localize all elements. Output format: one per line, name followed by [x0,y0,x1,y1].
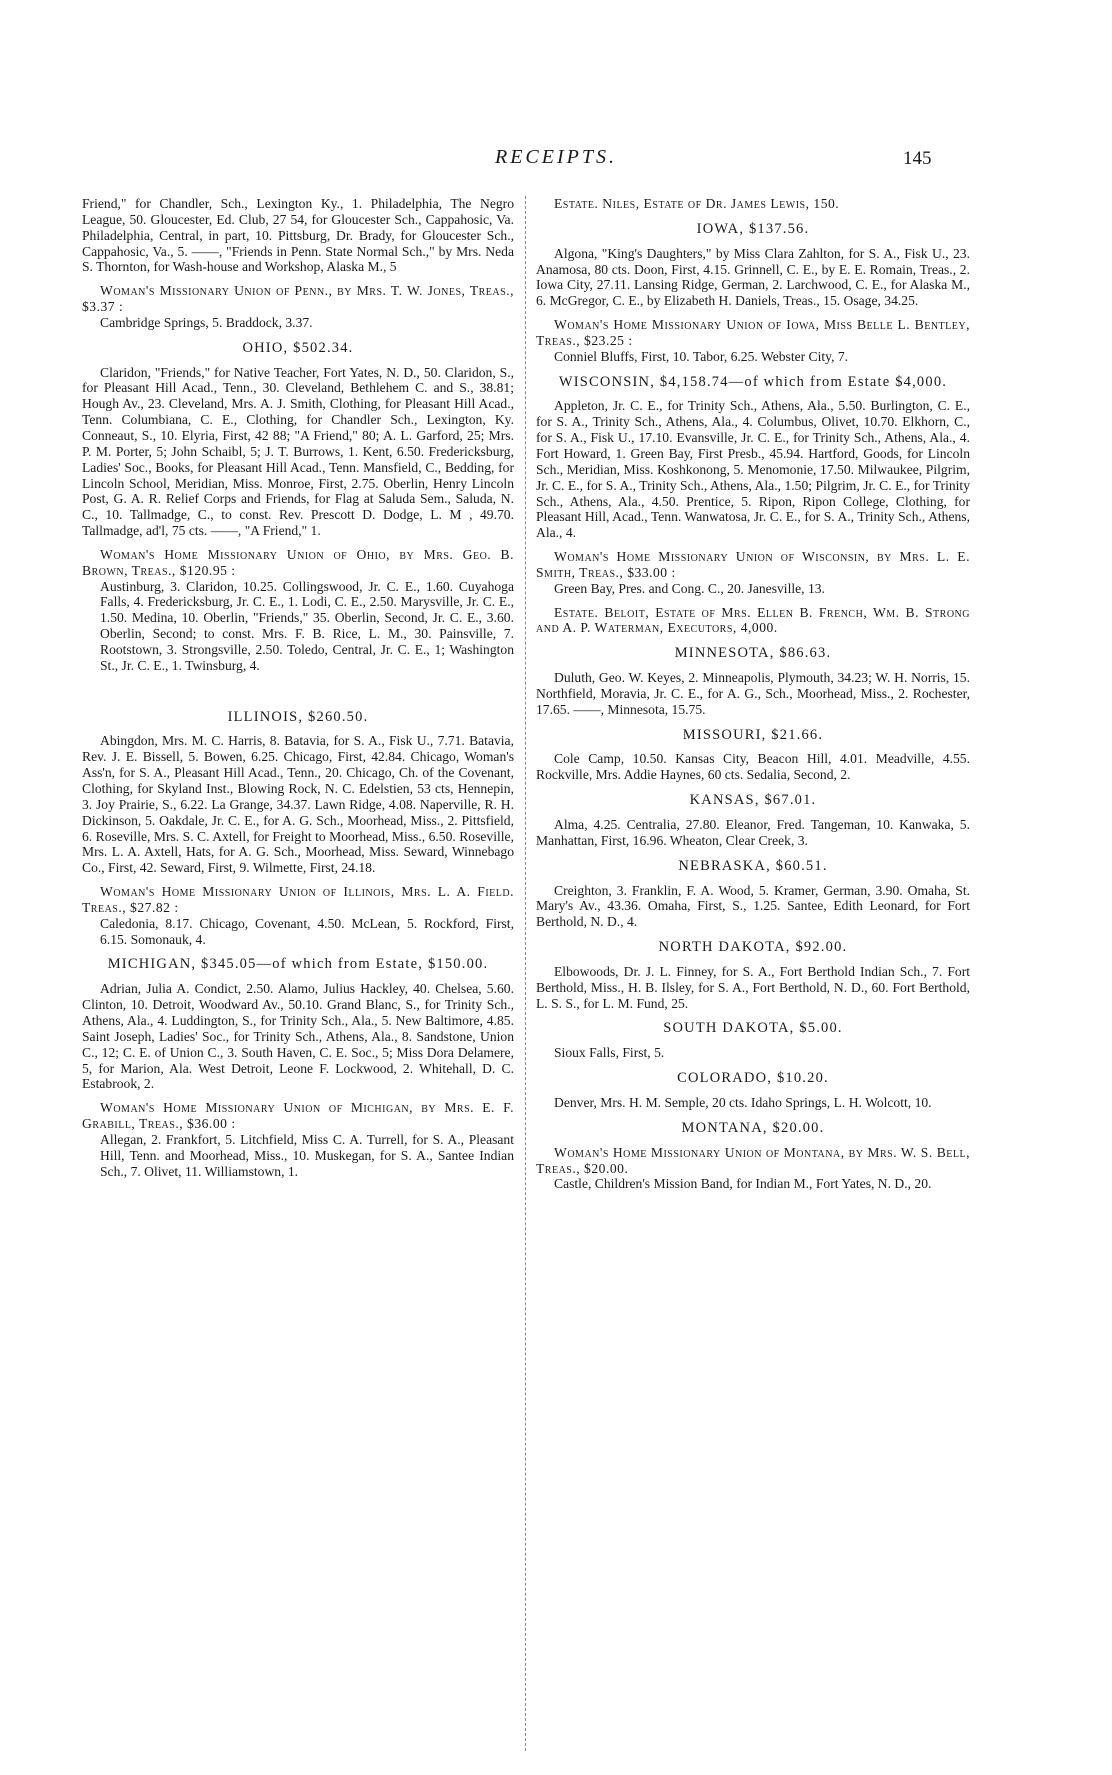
kansas-entries: Alma, 4.25. Centralia, 27.80. Eleanor, Fred. Tangeman, 10. Kanwaka, 5. Manhattan, First, 16.96. Wheaton, Clear Creek, 3. [536,817,970,848]
iowa-union-entry: Woman's Home Missionary Union of Iowa, Miss Belle L. Bentley, Treas., $23.25 : [536,317,970,348]
missouri-heading: MISSOURI, $21.66. [682,726,824,743]
montana-union-entry: Woman's Home Missionary Union of Montana, by Mrs. W. S. Bell, Treas., $20.00. [536,1144,970,1176]
wisconsin-union-entry: Woman's Home Missionary Union of Wisconsin, by Mrs. L. E. Smith, Treas., $33.00 : [536,549,970,580]
north-dakota-entries: Elbowoods, Dr. J. L. Finney, for S. A., Fort Berthold Indian Sch., 7. Fort Berthold, Miss., H. B. Ilsley, for S. A., Fort Berthold, N. D., 60. Fort Berthold, L. S. S., for L. M. Fund, 25. [536,963,970,1011]
iowa-entries: Algona, "King's Daughters," by Miss Clara Zahlton, for S. A., Fisk U., 23. Anamosa, 80 cts. Doon, First, 4.15. Grinnell, C. E., by E. E. Romain, Treas., 2. Iowa City, 27.11. Lansing Ridge, German, 2. Larchwood, C. E., for Alaska M., 6. McGregor, C. E., by Elizabeth H. Daniels, Treas., 15. Osage, 34.25. [536,245,970,309]
wisconsin-union-items: Green Bay, Pres. and Cong. C., 20. Janesville, 13. [554,580,825,596]
missouri-entries: Cole Camp, 10.50. Kansas City, Beacon Hill, 4.01. Meadville, 4.55. Rockville, Mrs. Addie Haynes, 60 cts. Sedalia, Second, 2. [536,751,970,783]
beloit-estate-entry: Estate. Beloit, Estate of Mrs. Ellen B. French, Wm. B. Strong and A. P. Waterman, Executors, 4,000. [536,604,970,636]
michigan-entries: Adrian, Julia A. Condict, 2.50. Alamo, Julius Hackley, 40. Chelsea, 5.60. Clinton, 10. Detroit, Woodward Av., 50.10. Grand Blanc, S., for Trinity Sch., Athens, Ala., 4. Luddington, S., for Trinity Sch., Ala., 5. New Baltimore, 4.85. Saint Joseph, Ladies' Soc., for Trinity Sch., Athens, Ala., 8. Sandstone, Union C., 12; C. E. of Union C., 3. South Haven, C. E. Soc., 5; Miss Dora Delamere, 5, for Marion, Ala. West Detroit, Leone F. Lockwood, 2. Whitehall, D. C. Estabrook, 2. [82,981,514,1092]
north-dakota-heading: NORTH DAKOTA, $92.00. [658,939,848,956]
nebraska-entries: Creighton, 3. Franklin, F. A. Wood, 5. Kramer, German, 3.90. Omaha, St. Mary's Av., 43.36. Omaha, First, S., 1.25. Santee, Edith Leonard, for Fort Berthold, N. D., 4. [536,882,970,930]
ohio-union-entry: Woman's Home Missionary Union of Ohio, by Mrs. Geo. B. Brown, Treas., $120.95 : [82,546,514,578]
page-number: 145 [903,148,932,169]
south-dakota-entries: Sioux Falls, First, 5. [554,1045,665,1061]
minnesota-heading: MINNESOTA, $86.63. [674,645,832,662]
column-divider [525,196,526,1751]
michigan-union-items: Allegan, 2. Frankfort, 5. Litchfield, Miss C. A. Turrell, for S. A., Pleasant Hill, Tenn. and Moorhead, Miss., 10. Muskegan, for S. A., Santee Indian Sch., 7. Olivet, 11. Williamstown, 1. [100,1131,514,1179]
iowa-union-items: Conniel Bluffs, First, 10. Tabor, 6.25. Webster City, 7. [554,348,849,364]
illinois-heading: ILLINOIS, $260.50. [227,708,369,725]
ohio-heading: OHIO, $502.34. [242,339,354,356]
ohio-entries: Claridon, "Friends," for Native Teacher, Fort Yates, N. D., 50. Claridon, S., for Pleasant Hill Acad., Tenn., 30. Cleveland, Bethlehem C. and S., 38.81; Hough Av., 23. Cleveland, Mrs. A. J. Smith, Clothing, for Pleasant Hill Acad., Tenn. Columbiana, C. E., Clothing, for Chandler Sch., Lexington, Ky. Conneaut, S., 10. Elyria, First, 42 88; "A Friend," 80; A. L. Garford, 25; Mrs. P. M. Porter, 5; John Schaibl, 5; J. T. Burrows, 1. Kent, 6.50. Fredericksburg, Ladies' Soc., Books, for Pleasant Hill Acad., Tenn. Mansfield, C., Bedding, for Lincoln School, Meridian, Miss. Monroe, First, 2.75. Oberlin, Henry Lincoln Post, G. A. R. Relief Corps and Friends, for Flag at Saluda Sem., Saluda, N. C., 10. Tallmadge, C., to const. Rev. Prescott D. Dodge, L. M , 49.70. Tallmadge, ad'l, 75 cts. ——, "A Friend," 1. [82,364,514,539]
kansas-heading: KANSAS, $67.01. [689,792,817,809]
illinois-entries: Abingdon, Mrs. M. C. Harris, 8. Batavia, for S. A., Fisk U., 7.71. Batavia, Rev. J. E. Bissell, 5. Bowen, 6.25. Chicago, First, 42.84. Chicago, Woman's Ass'n, for S. A., Pleasant Hill Acad., Tenn., 20. Chicago, Ch. of the Covenant, Clothing, for Skyland Inst., Blowing Rock, N. C. Edelstien, 53 cts, Hennepin, 3. Joy Prairie, S., 6.22. La Grange, 34.37. Lawn Ridge, 4.08. Naperville, R. H. Dickinson, 5. Oakdale, Jr. C. E., for A. G. Sch., Moorhead, Miss., 2. Pittsfield, 6. Roseville, Mrs. S. C. Axtell, for Freight to Moorhead, Miss., 6.50. Roseville, Mrs. L. A. Axtell, Hats, for A. G. Sch., Moorhead, Miss. Seward, Winnebago Co., First, 42. Seward, First, 9. Wilmette, First, 24.18. [82,733,514,876]
penn-union-entry: Woman's Missionary Union of Penn., by Mrs. T. W. Jones, Treas., $3.37 : [82,283,514,315]
south-dakota-heading: SOUTH DAKOTA, $5.00. [663,1020,843,1037]
illinois-union-entry: Woman's Home Missionary Union of Illinois, Mrs. L. A. Field. Treas., $27.82 : [82,884,514,915]
wisconsin-entries: Appleton, Jr. C. E., for Trinity Sch., Athens, Ala., 5.50. Burlington, C. E., for S. A., Trinity Sch., Athens, Ala., 4. Columbus, Olivet, 10.70. Elkhorn, C., for S. A., Fisk U., 17.10. Evansville, Jr. C. E., for Trinity Sch., Athens, Ala., 4. Fort Howard, 1. Green Bay, First Presb., 45.94. Hartford, Goods, for Lincoln Sch., Meridian, Miss. Koshkonong, 5. Menomonie, 17.50. Milwaukee, Pilgrim, Jr. C. E., for S. A., Trinity Sch., Athens, Ala., 1.50; Pilgrim, Jr. C. E., for Trinity Sch., Athens, Ala., 4.50. Prentice, 5. Ripon, Ripon College, Clothing, for Pleasant Hill, Acad., Tenn. Wanwatosa, Jr. C. E., for S. A., Trinity Sch., Athens, Ala., 4. [536,398,970,541]
michigan-union-entry: Woman's Home Missionary Union of Michigan, by Mrs. E. F. Grabill, Treas., $36.00 : [82,1100,514,1132]
colorado-heading: COLORADO, $10.20. [677,1070,829,1087]
montana-heading: MONTANA, $20.00. [681,1119,825,1136]
ohio-union-items: Austinburg, 3. Claridon, 10.25. Collingswood, Jr. C. E., 1.60. Cuyahoga Falls, 4. Fredericksburg, Jr. C. E., 1. Lodi, C. E., 2.50. Marysville, Jr. C. E., 1.50. Medina, 10. Oberlin, "Friends," 35. Oberlin, Second, Jr. C. E., 3.60. Oberlin, Second; to const. Mrs. F. B. Rice, L. M., 30. Painsville, 7. Rootstown, 3. Strongsville, 2.50. Toledo, Central, Jr. C. E., 1; Washington St., Jr. C. E., 1. Twinsburg, 4. [100,578,514,673]
michigan-heading: MICHIGAN, $345.05—of which from Estate, $150.00. [107,956,489,973]
running-title: RECEIPTS. [495,146,617,168]
pennsylvania-continued: Friend," for Chandler, Sch., Lexington Ky., 1. Philadelphia, The Negro League, 50. Gloucester, Ed. Club, 27 54, for Gloucester Sch., Cappahosic, Va. Philadelphia, Central, in part, 10. Pittsburg, Dr. Brady, for Gloucester Sch., Cappahosic, Va., 5. ——, "Friends in Penn. State Normal Sch.," by Mrs. Neda S. Thornton, for Wash-house and Workshop, Alaska M., 5 [82,196,514,275]
left-column [82,196,514,1179]
illinois-union-items: Caledonia, 8.17. Chicago, Covenant, 4.50. McLean, 5. Rockford, First, 6.15. Somonauk, 4. [100,915,514,947]
minnesota-entries: Duluth, Geo. W. Keyes, 2. Minneapolis, Plymouth, 34.23; W. H. Norris, 15. Northfield, Moravia, Jr. C. E., for A. G., Sch., Moorhead, Miss., 2. Rochester, 17.65. ——, Minnesota, 15.75. [536,670,970,717]
iowa-heading: IOWA, $137.56. [696,220,810,237]
colorado-entries: Denver, Mrs. H. M. Semple, 20 cts. Idaho Springs, L. H. Wolcott, 10. [554,1094,932,1110]
nebraska-heading: NEBRASKA, $60.51. [678,857,828,874]
right-column [536,196,970,1192]
penn-union-items: Cambridge Springs, 5. Braddock, 3.37. [100,314,313,330]
niles-estate-entry: Estate. Niles, Estate of Dr. James Lewis, 150. [554,196,840,211]
montana-union-items: Castle, Children's Mission Band, for Indian M., Fort Yates, N. D., 20. [554,1176,932,1192]
wisconsin-heading: WISCONSIN, $4,158.74—of which from Estate $4,000. [558,373,948,390]
